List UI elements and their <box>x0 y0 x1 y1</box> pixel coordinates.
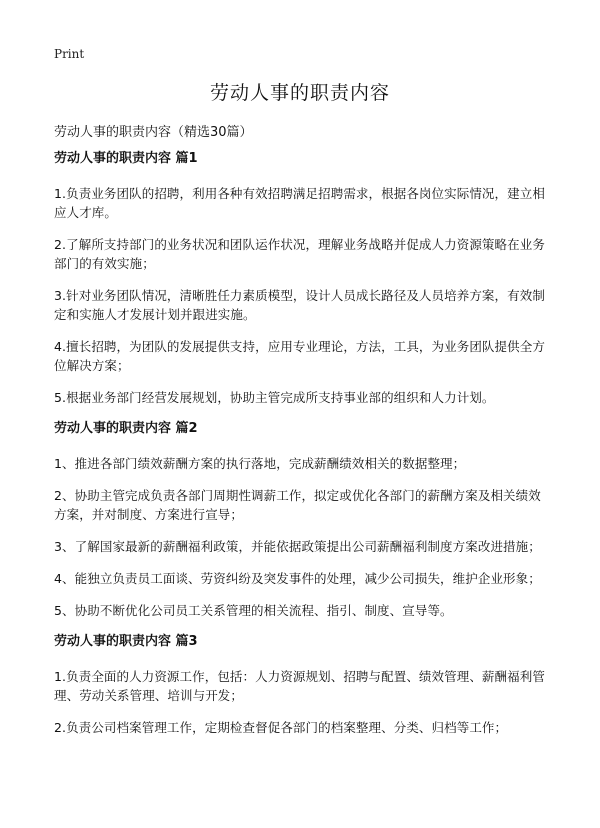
document-subtitle: 劳动人事的职责内容（精选30篇） <box>54 125 253 140</box>
document-body <box>54 150 548 750</box>
paragraph: 1.负责全面的人力资源工作，包括：人力资源规划、招聘与配置、绩效管理、薪酬福利管理、劳动关系管理、培训与开发； <box>54 669 545 703</box>
section-heading: 劳动人事的职责内容 篇3 <box>54 634 198 649</box>
paragraph: 4、能独立负责员工面谈、劳资纠纷及突发事件的处理，减少公司损失，维护企业形象； <box>54 571 541 586</box>
paragraph: 1.负责业务团队的招聘，利用各种有效招聘满足招聘需求，根据各岗位实际情况，建立相应人才库。 <box>54 186 545 220</box>
paragraph: 5.根据业务部门经营发展规划，协助主管完成所支持事业部的组织和人力计划。 <box>54 390 495 405</box>
paragraph: 3、了解国家最新的薪酬福利政策，并能依据政策提出公司薪酬福利制度方案改进措施； <box>54 539 541 554</box>
paragraph: 5、协助不断优化公司员工关系管理的相关流程、指引、制度、宣导等。 <box>54 603 453 618</box>
section-heading: 劳动人事的职责内容 篇2 <box>54 421 198 436</box>
paragraph: 1、推进各部门绩效薪酬方案的执行落地，完成薪酬绩效相关的数据整理； <box>54 456 466 471</box>
section-3 <box>54 633 548 737</box>
paragraph: 4.擅长招聘，为团队的发展提供支持，应用专业理论，方法，工具，为业务团队提供全方位解决方案； <box>54 339 545 373</box>
paragraph: 2.负责公司档案管理工作，定期检查督促各部门的档案整理、分类、归档等工作； <box>54 720 508 735</box>
paragraph: 2.了解所支持部门的业务状况和团队运作状况，理解业务战略并促成人力资源策略在业务部门的有效实施； <box>54 237 545 271</box>
section-1 <box>54 150 548 407</box>
paragraph: 2、协助主管完成负责各部门周期性调薪工作，拟定或优化各部门的薪酬方案及相关绩效方案，并对制度、方案进行宣导； <box>54 488 541 522</box>
section-2 <box>54 420 548 620</box>
print-link[interactable]: Print <box>54 47 85 61</box>
document-title: 劳动人事的职责内容 <box>209 82 390 104</box>
paragraph: 3.针对业务团队情况，清晰胜任力素质模型，设计人员成长路径及人员培养方案，有效制定和实施人才发展计划并跟进实施。 <box>54 288 545 322</box>
section-heading: 劳动人事的职责内容 篇1 <box>54 151 198 166</box>
